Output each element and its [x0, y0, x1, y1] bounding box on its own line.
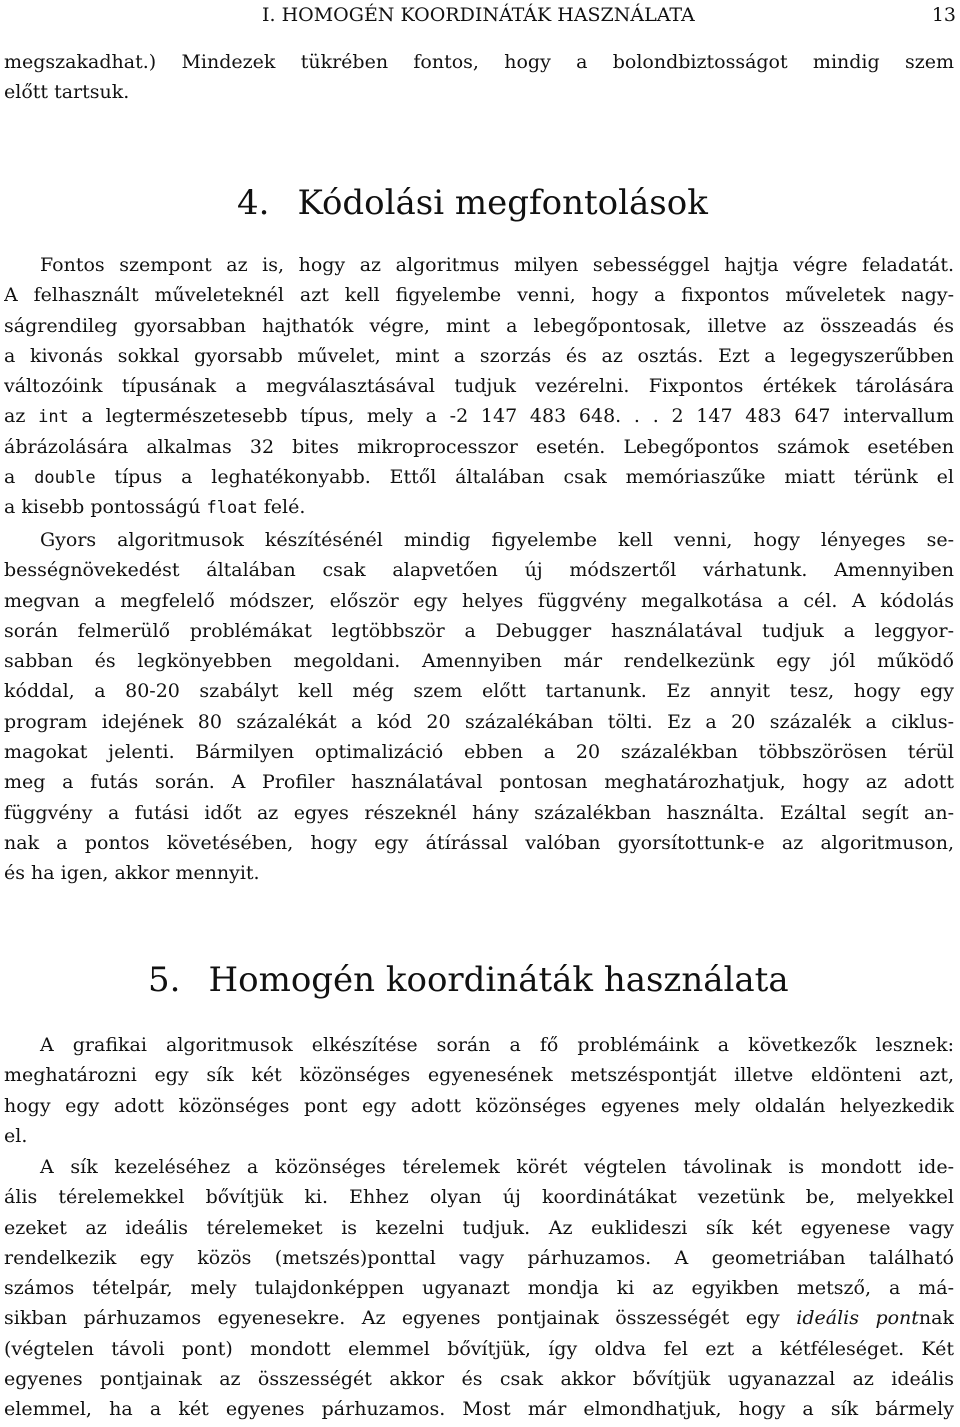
paragraph [4, 1152, 954, 1425]
text-line: meghatározni egy sík két közönséges egyenesének metszéspontját illetve eldönteni azt, [4, 1064, 954, 1087]
text-line: függvény a futási időt az egyes részeknél hány százalékban használta. Ezáltal segít an- [4, 801, 954, 824]
text-line: változóink típusának a megválasztásával tudjuk vezérelni. Fixpontos értékek tárolására [4, 375, 954, 398]
text-line: elemmel, ha a két egyenes párhuzamos. Most már elmondhatjuk, hogy a sík bármely [4, 1398, 954, 1421]
text-line: nak a pontos követésében, hogy egy átírással valóban gyorsítottunk-e az algoritmuson, [4, 831, 954, 854]
text-line: magokat jelenti. Bármilyen optimalizáció ebben a 20 százalékban többszörösen térül [4, 741, 954, 764]
emphasis: ideális pont [796, 1307, 919, 1330]
text-line: ális térelemekkel bővítjük ki. Ehhez olyan új koordinátákat vezetünk be, melyekkel [4, 1186, 954, 1209]
intro-paragraph [4, 47, 954, 108]
code-keyword: float [206, 498, 258, 519]
code-keyword: int [38, 407, 69, 428]
text-line: számos tételpár, mely tulajdonképpen ugyanazt mondja ki az egyikben metsző, a má- [4, 1277, 954, 1300]
paragraph [4, 1030, 954, 1151]
text-line: sikban párhuzamos egyenesekre. Az egyenes pontjainak összességét egy ideális pontnak [4, 1307, 954, 1330]
text-line: ságrendileg gyorsabban hajthatók végre, mint a lebegőpontosak, illetve az összeadás és [4, 314, 954, 337]
text-line: A sík kezeléséhez a közönséges térelemek körét végtelen távolinak is mondott ide- [40, 1156, 954, 1178]
text-line: az int a legtermészetesebb típus, mely a -2 147 483 648. . . 2 147 483 647 intervallum [4, 405, 954, 428]
text-line: Gyors algoritmusok készítésénél mindig figyelembe kell venni, hogy lényeges se- [40, 529, 954, 551]
section-number: 4. [237, 183, 270, 223]
text-line: sabban és legkönyebben megoldani. Amennyiben már rendelkezünk egy jól működő [4, 650, 954, 673]
text-line: ezeket az ideális térelemeket is kezelni tudjuk. Az euklideszi sík két egyenese vagy [4, 1216, 954, 1239]
page-number: 13 [931, 4, 956, 26]
section-heading [148, 960, 789, 1000]
text-line: során felmerülő problémákat legtöbbször a Debugger használatával tudjuk a leggyor- [4, 619, 954, 642]
text-line: (végtelen távoli pont) mondott elemmel bővítjük, így oldva fel ezt a kétféleséget. Két [4, 1337, 954, 1360]
text-line: kóddal, a 80-20 szabályt kell még szem előtt tartanunk. Ez annyit tesz, hogy egy [4, 680, 954, 703]
section-title: Kódolási megfontolások [297, 183, 708, 223]
text-line: el. [4, 1124, 28, 1147]
running-header [0, 2, 960, 28]
text-line: Fontos szempont az is, hogy az algoritmus milyen sebességgel hajtja végre feladatát. [40, 254, 954, 276]
text-line: egyenes pontjainak az összességét akkor és csak akkor bővítjük ugyanazzal az ideális [4, 1368, 954, 1391]
text-line: program idejének 80 százalékát a kód 20 százalékában tölti. Ez a 20 százalék a ciklus- [4, 710, 954, 733]
text-line: rendelkezik egy közös (metszés)ponttal vagy párhuzamos. A geometriában található [4, 1246, 954, 1269]
text-line: a kisebb pontosságú float felé. [4, 496, 306, 519]
text-line: A felhasznált műveleteknél azt kell figyelembe venni, hogy a fixpontos műveletek nagy- [4, 284, 954, 307]
text-line: meg a futás során. A Profiler használatával pontosan meghatározhatjuk, hogy az adott [4, 771, 954, 794]
text-line: bességnövekedést általában csak alapvetően új módszertől várhatunk. Amennyiben [4, 559, 954, 582]
section-number: 5. [148, 960, 181, 1000]
paragraph [4, 525, 954, 889]
text-line: a double típus a leghatékonyabb. Ettől általában csak memóriaszűke miatt térünk el [4, 466, 954, 489]
text-line: ábrázolására alkalmas 32 bites mikroprocesszor esetén. Lebegőpontos számok esetében [4, 435, 954, 458]
section-heading [237, 183, 708, 223]
running-head-title: I. HOMOGÉN KOORDINÁTÁK HASZNÁLATA [262, 4, 695, 26]
text-line: hogy egy adott közönséges pont egy adott közönséges egyenes mely oldalán helyezkedik [4, 1094, 954, 1117]
text-line: a kivonás sokkal gyorsabb művelet, mint a szorzás és az osztás. Ezt a legegyszerűbben [4, 344, 954, 367]
text-line: előtt tartsuk. [4, 81, 130, 104]
paragraph [4, 250, 954, 524]
text-line: megszakadhat.) Mindezek tükrében fontos, hogy a bolondbiztosságot mindig szem [4, 51, 954, 73]
text-line: és ha igen, akkor mennyit. [4, 862, 260, 885]
text-line: A grafikai algoritmusok elkészítése során a fő problémáink a következők lesznek: [40, 1034, 954, 1056]
text-line: megvan a megfelelő módszer, először egy helyes függvény megalkotása a cél. A kódolás [4, 589, 954, 612]
code-keyword: double [34, 468, 96, 489]
section-title: Homogén koordináták használata [208, 960, 789, 1000]
